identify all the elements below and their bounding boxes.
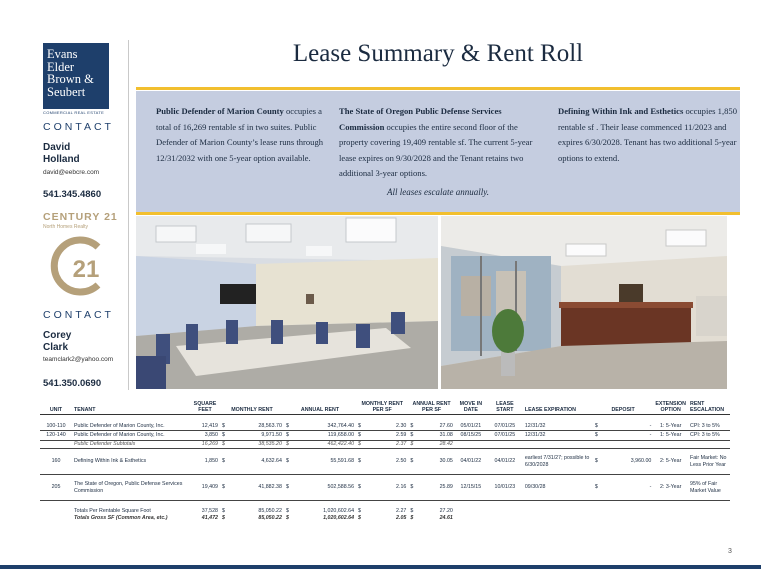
cell-currency: $	[356, 449, 373, 475]
cell-currency: $	[410, 507, 414, 514]
cell-monthly-psf: 2.37	[373, 441, 408, 449]
col-header-extension: EXTENSION OPTION	[655, 401, 686, 413]
cell-currency: $	[284, 475, 296, 501]
subtotal-row	[40, 441, 730, 449]
cell-move-in: 04/01/22	[455, 449, 487, 475]
cell-lease-start: 04/01/22	[487, 449, 523, 475]
col-header-monthly-psf: MONTHLY RENT PER SF	[356, 401, 408, 415]
col-header-unit: UNIT	[40, 401, 72, 415]
cell-currency: $	[593, 449, 606, 475]
cell-currency: $	[356, 431, 373, 441]
cell-extension: 2: 3-Year	[653, 475, 688, 501]
cell-sqft: 37,528	[201, 507, 218, 514]
cell-subtotal-label: Public Defender Subtotals	[72, 441, 190, 449]
col-header-annual: ANNUAL RENT	[284, 401, 356, 415]
logo-line: Evans	[47, 47, 78, 61]
cell-monthly: 28,563.70	[233, 415, 284, 431]
cell-annual: 1,020,602.64	[323, 507, 355, 514]
cell-currency: $	[408, 475, 421, 501]
page-title: Lease Summary & Rent Roll	[292, 40, 584, 67]
cell-monthly: 85,050.22	[258, 515, 282, 522]
cell-monthly: 9,971.50	[233, 431, 284, 441]
contact-last-name: Clark	[43, 342, 69, 353]
totals-row	[40, 501, 730, 515]
cell-sqft: 1,850	[190, 449, 220, 475]
col-header-lease-expiration: LEASE EXPIRATION	[523, 401, 593, 415]
cell-monthly-psf: 2.30	[373, 415, 408, 431]
logo-line: Seubert	[47, 84, 86, 99]
logo-subtitle: COMMERCIAL REAL ESTATE	[43, 110, 105, 115]
conference-room-photo	[136, 216, 438, 389]
cell-unit: 160	[40, 449, 72, 475]
table-row	[40, 475, 730, 501]
cell-lease-start: 07/01/25	[487, 415, 523, 431]
cell-monthly: 4,632.64	[233, 449, 284, 475]
cell-monthly: 85,050.22	[258, 507, 282, 514]
lease-summary-panel	[136, 91, 740, 212]
cell-lease-expiration: 12/31/32	[523, 431, 593, 441]
contact-heading: CONTACT	[43, 121, 114, 133]
cell-sqft: 41,472	[201, 515, 218, 522]
summary-text: occupies the entire second floor of the property covering 19,409 rentable sf. The current 5-year lease expires on 9/30/2028 and the Tenant retains two additional 3-year options.	[339, 121, 533, 178]
cell-extension: 1: 5-Year	[653, 431, 688, 441]
cell-currency: $	[356, 475, 373, 501]
contact-first-name: Corey	[43, 330, 72, 341]
col-header-tenant: TENANT	[72, 401, 190, 415]
cell-currency: $	[284, 449, 296, 475]
cell-currency: $	[358, 515, 361, 522]
cell-annual-psf: 27.60	[422, 415, 455, 431]
contact-email-link[interactable]: david@eebcre.com	[43, 169, 100, 176]
cell-tenant: Public Defender of Marion County, Inc.	[72, 431, 190, 441]
cell-lease-start: 07/01/25	[487, 431, 523, 441]
escalation-note: All leases escalate annually.	[387, 187, 489, 197]
cell-extension: 2: 5-Year	[653, 449, 688, 475]
cell-unit: 205	[40, 475, 72, 501]
cell-monthly-psf: 2.05	[396, 515, 407, 522]
cell-sqft: 19,409	[190, 475, 220, 501]
cell-currency: $	[284, 431, 296, 441]
gold-rule	[136, 87, 740, 90]
cell-currency: $	[593, 431, 606, 441]
cell-annual: 55,591.68	[296, 449, 356, 475]
cell-escalation: CPI: 3 to 5%	[688, 415, 730, 431]
c21-numeral: 21	[72, 256, 100, 283]
cell-currency: $	[220, 415, 233, 431]
cell-escalation: CPI: 3 to 5%	[688, 431, 730, 441]
cell-total-label: Totals Per Rentable Square Foot	[74, 507, 151, 514]
col-header-deposit: DEPOSIT	[593, 401, 654, 415]
cell-deposit: -	[606, 431, 653, 441]
col-header-move-in: MOVE IN DATE	[455, 401, 487, 415]
cell-currency: $	[408, 431, 421, 441]
cell-tenant: The State of Oregon, Public Defense Services Commission	[72, 475, 190, 501]
cell-currency: $	[284, 415, 296, 431]
cell-annual: 342,764.40	[296, 415, 356, 431]
cell-monthly: 41,882.38	[233, 475, 284, 501]
cell-annual: 462,422.40	[296, 441, 356, 449]
cell-monthly-psf: 2.27	[396, 507, 407, 514]
cell-annual: 1,020,602.64	[323, 515, 355, 522]
cell-currency: $	[222, 515, 225, 522]
cell-unit: 100-110	[40, 415, 72, 431]
cell-deposit: -	[606, 415, 653, 431]
cell-lease-expiration: 09/30/28	[523, 475, 593, 501]
cell-annual-psf: 30.05	[422, 449, 455, 475]
cell-escalation: 95% of Fair Market Value	[688, 475, 730, 501]
summary-tenant-name: Defining Within Ink and Esthetics	[558, 106, 684, 116]
col-header-monthly: MONTHLY RENT	[220, 401, 284, 415]
cell-annual: 502,588.56	[296, 475, 356, 501]
cell-currency: $	[408, 449, 421, 475]
summary-tenant-name: Public Defender of Marion County	[156, 106, 284, 116]
cell-annual-psf: 31.08	[422, 431, 455, 441]
cell-sqft: 12,419	[190, 415, 220, 431]
cell-monthly-psf: 2.59	[373, 431, 408, 441]
col-header-lease-start: LEASE START	[487, 401, 523, 415]
cell-annual-psf: 24.61	[439, 515, 453, 522]
cell-currency: $	[220, 449, 233, 475]
col-header-escalation: RENT ESCALATION	[688, 401, 730, 415]
cell-tenant: Defining Within Ink & Esthetics	[72, 449, 190, 475]
col-header-sqft: SQUARE FEET	[190, 401, 220, 415]
cell-total-label: Totals Gross SF (Common Area, etc.)	[74, 515, 168, 522]
table-row	[40, 415, 730, 431]
cell-escalation: Fair Market: No Less Prior Year	[688, 449, 730, 475]
contact-first-name: David	[43, 142, 71, 153]
summary-col-state-oregon	[339, 104, 539, 182]
contact-heading: CONTACT	[43, 309, 114, 321]
cell-unit: 120-140	[40, 431, 72, 441]
cell-currency: $	[408, 441, 421, 449]
cell-currency: $	[222, 507, 225, 514]
cell-monthly: 38,535.20	[233, 441, 284, 449]
rent-roll-table	[40, 401, 730, 523]
cell-sqft: 16,269	[190, 441, 220, 449]
table-row	[40, 449, 730, 475]
cell-currency: $	[593, 415, 606, 431]
cell-currency: $	[356, 415, 373, 431]
logo-line: Brown &	[47, 72, 94, 86]
summary-col-defining-within	[558, 104, 738, 166]
cell-currency: $	[356, 441, 373, 449]
cell-monthly-psf: 2.50	[373, 449, 408, 475]
reception-office-photo	[441, 216, 727, 389]
cell-extension: 1: 5-Year	[653, 415, 688, 431]
page-number: 3	[728, 548, 732, 555]
cell-currency: $	[408, 415, 421, 431]
cell-annual-psf: 27.20	[439, 507, 453, 514]
summary-col-public-defender	[156, 104, 336, 166]
cell-annual-psf: 28.42	[422, 441, 455, 449]
totals-row	[40, 515, 730, 523]
contact-phone[interactable]: 541.345.4860	[43, 189, 102, 200]
cell-move-in: 08/15/25	[455, 431, 487, 441]
cell-lease-start: 10/01/23	[487, 475, 523, 501]
cell-tenant: Public Defender of Marion County, Inc.	[72, 415, 190, 431]
cell-currency: $	[358, 507, 361, 514]
summary-text: occupies 1,850 rentable sf . Their lease commenced 11/2023 and expires 6/30/2028. Tenant has two additional 5-year options to extend.	[558, 106, 738, 163]
col-header-annual-psf: ANNUAL RENT PER SF	[408, 401, 455, 415]
cell-currency: $	[285, 507, 289, 514]
contact-email-link[interactable]: teamclark2@yahoo.com	[43, 356, 114, 363]
cell-annual: 119,658.00	[296, 431, 356, 441]
c21-seal-icon	[46, 233, 112, 299]
logo-line: Elder	[47, 59, 75, 74]
table-header-row	[40, 401, 730, 415]
summary-text: occupies a total of 16,269 rentable sf in two suites. Public Defender of Marion County’s lease runs through 12/31/2032 with one 5-year option available.	[156, 106, 324, 163]
cell-lease-expiration: 12/31/32	[523, 415, 593, 431]
cell-currency: $	[284, 441, 296, 449]
cell-currency: $	[593, 475, 606, 501]
cell-sqft: 3,850	[190, 431, 220, 441]
cell-move-in: 12/15/15	[455, 475, 487, 501]
century21-logo	[43, 211, 118, 230]
cell-currency: $	[220, 475, 233, 501]
footer-bar	[0, 565, 761, 569]
c21-sub: North Homes Realty	[43, 224, 89, 230]
gold-rule	[136, 212, 740, 215]
summary-tenant-name: The State of Oregon Public Defense Services Commission	[339, 106, 502, 132]
c21-brand: CENTURY 21	[43, 211, 118, 223]
cell-annual-psf: 25.89	[422, 475, 455, 501]
eebs-logo	[43, 43, 109, 109]
sidebar	[0, 0, 128, 400]
cell-deposit: 3,960.00	[606, 449, 653, 475]
cell-monthly-psf: 2.16	[373, 475, 408, 501]
cell-lease-expiration: earliest 7/31/27; possible to 6/30/2028	[523, 449, 593, 475]
cell-currency: $	[285, 515, 289, 522]
cell-currency: $	[410, 515, 414, 522]
cell-currency: $	[220, 441, 233, 449]
contact-last-name: Holland	[43, 154, 80, 165]
cell-move-in: 05/01/21	[455, 415, 487, 431]
table-row	[40, 431, 730, 441]
cell-deposit: -	[606, 475, 653, 501]
contact-phone[interactable]: 541.350.0690	[43, 378, 102, 389]
cell-currency: $	[220, 431, 233, 441]
sidebar-divider	[128, 40, 129, 390]
